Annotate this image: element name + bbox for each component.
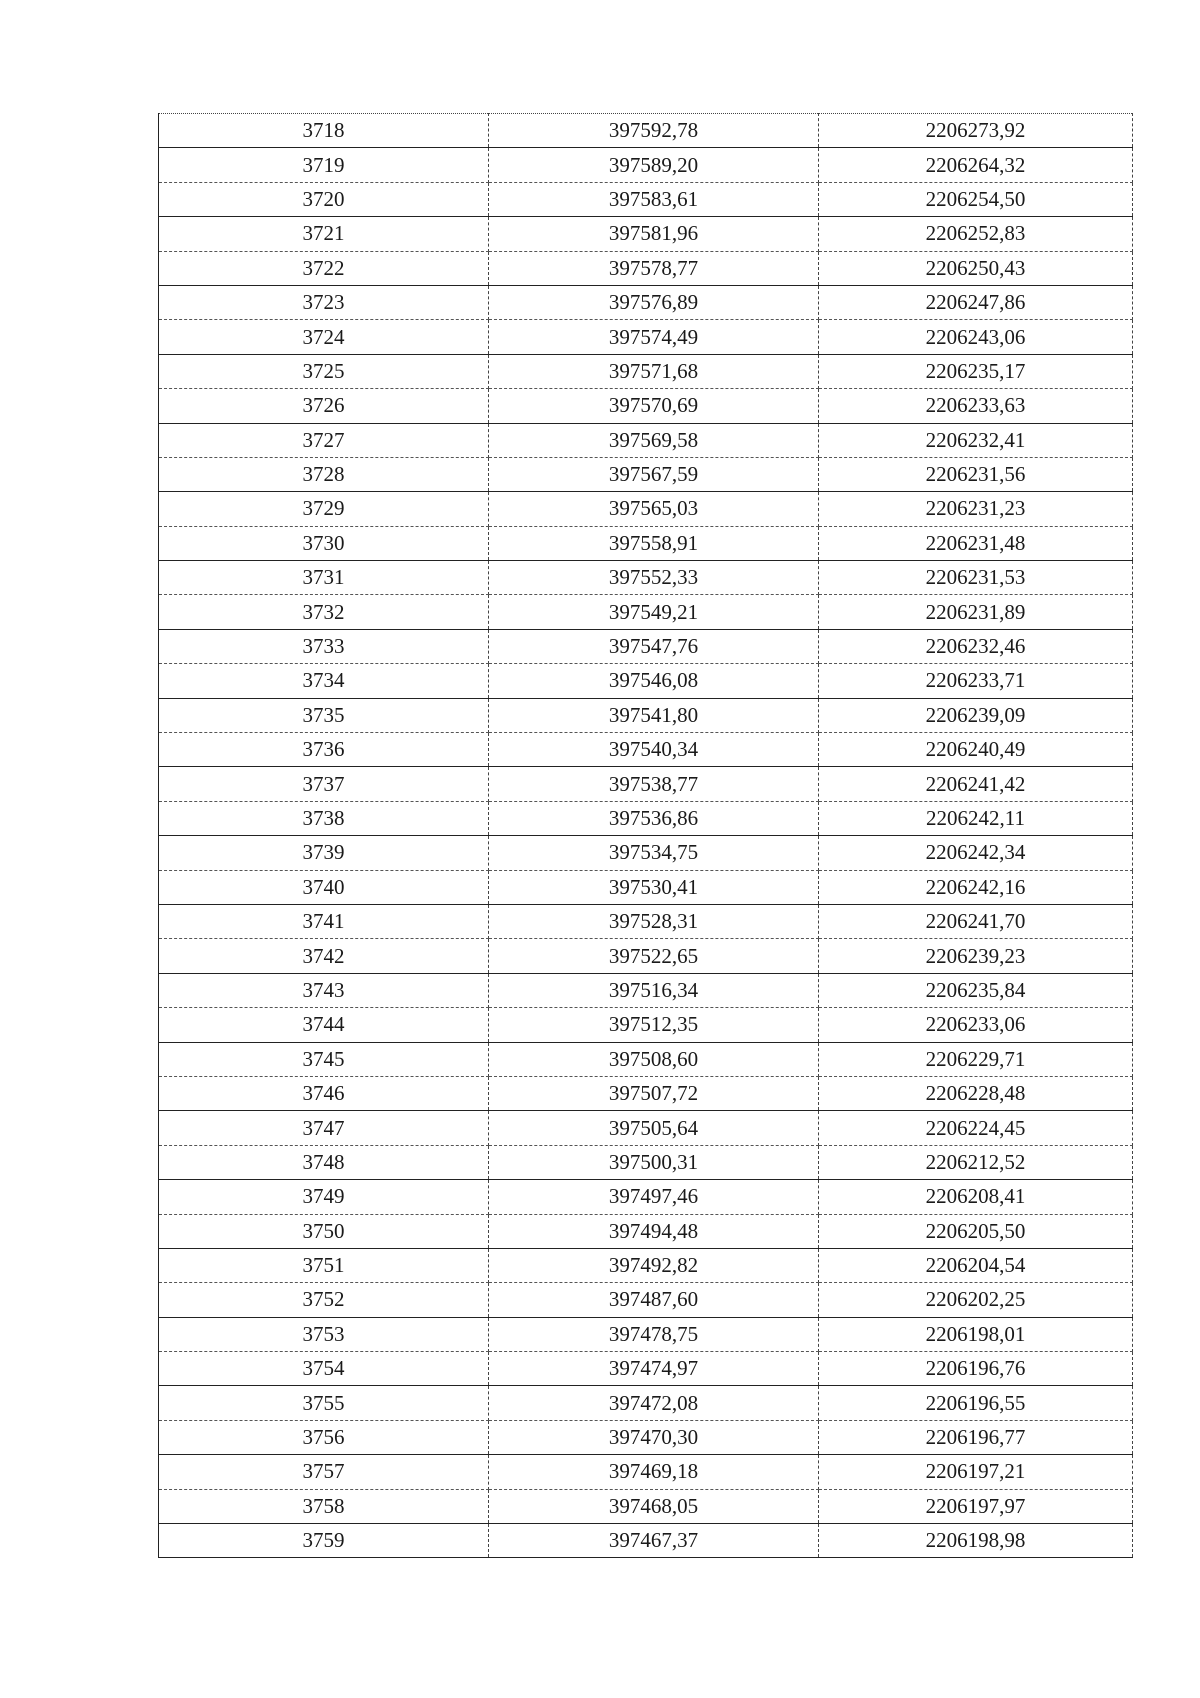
x-coordinate-cell: 397592,78 <box>489 114 819 148</box>
y-coordinate-cell: 2206241,42 <box>819 767 1133 801</box>
table-row <box>159 1386 1133 1420</box>
point-number-cell: 3757 <box>159 1455 489 1489</box>
point-number-cell: 3748 <box>159 1145 489 1179</box>
table-row <box>159 389 1133 423</box>
point-number-cell: 3741 <box>159 904 489 938</box>
x-coordinate-cell: 397565,03 <box>489 492 819 526</box>
table-row <box>159 285 1133 319</box>
y-coordinate-cell: 2206202,25 <box>819 1283 1133 1317</box>
point-number-cell: 3750 <box>159 1214 489 1248</box>
table-row <box>159 1317 1133 1351</box>
point-number-cell: 3747 <box>159 1111 489 1145</box>
point-number-cell: 3752 <box>159 1283 489 1317</box>
y-coordinate-cell: 2206231,23 <box>819 492 1133 526</box>
y-coordinate-cell: 2206252,83 <box>819 217 1133 251</box>
y-coordinate-cell: 2206247,86 <box>819 285 1133 319</box>
x-coordinate-cell: 397589,20 <box>489 148 819 182</box>
point-number-cell: 3754 <box>159 1352 489 1386</box>
coordinates-table-body <box>159 114 1133 1558</box>
x-coordinate-cell: 397505,64 <box>489 1111 819 1145</box>
table-row <box>159 904 1133 938</box>
x-coordinate-cell: 397530,41 <box>489 870 819 904</box>
y-coordinate-cell: 2206231,48 <box>819 526 1133 560</box>
point-number-cell: 3718 <box>159 114 489 148</box>
x-coordinate-cell: 397494,48 <box>489 1214 819 1248</box>
y-coordinate-cell: 2206242,11 <box>819 801 1133 835</box>
x-coordinate-cell: 397581,96 <box>489 217 819 251</box>
point-number-cell: 3720 <box>159 182 489 216</box>
point-number-cell: 3739 <box>159 836 489 870</box>
point-number-cell: 3745 <box>159 1042 489 1076</box>
x-coordinate-cell: 397507,72 <box>489 1076 819 1110</box>
table-row <box>159 767 1133 801</box>
point-number-cell: 3738 <box>159 801 489 835</box>
x-coordinate-cell: 397570,69 <box>489 389 819 423</box>
y-coordinate-cell: 2206242,16 <box>819 870 1133 904</box>
table-row <box>159 1042 1133 1076</box>
point-number-cell: 3737 <box>159 767 489 801</box>
table-row <box>159 1076 1133 1110</box>
table-row <box>159 801 1133 835</box>
point-number-cell: 3723 <box>159 285 489 319</box>
point-number-cell: 3749 <box>159 1180 489 1214</box>
table-row <box>159 1420 1133 1454</box>
x-coordinate-cell: 397487,60 <box>489 1283 819 1317</box>
y-coordinate-cell: 2206233,63 <box>819 389 1133 423</box>
y-coordinate-cell: 2206197,97 <box>819 1489 1133 1523</box>
x-coordinate-cell: 397512,35 <box>489 1008 819 1042</box>
point-number-cell: 3744 <box>159 1008 489 1042</box>
table-row <box>159 217 1133 251</box>
point-number-cell: 3727 <box>159 423 489 457</box>
x-coordinate-cell: 397522,65 <box>489 939 819 973</box>
table-row <box>159 595 1133 629</box>
y-coordinate-cell: 2206264,32 <box>819 148 1133 182</box>
table-row <box>159 320 1133 354</box>
point-number-cell: 3731 <box>159 561 489 595</box>
y-coordinate-cell: 2206231,56 <box>819 457 1133 491</box>
x-coordinate-cell: 397478,75 <box>489 1317 819 1351</box>
point-number-cell: 3759 <box>159 1524 489 1558</box>
x-coordinate-cell: 397497,46 <box>489 1180 819 1214</box>
x-coordinate-cell: 397549,21 <box>489 595 819 629</box>
x-coordinate-cell: 397558,91 <box>489 526 819 560</box>
point-number-cell: 3732 <box>159 595 489 629</box>
y-coordinate-cell: 2206235,17 <box>819 354 1133 388</box>
x-coordinate-cell: 397516,34 <box>489 973 819 1007</box>
point-number-cell: 3758 <box>159 1489 489 1523</box>
y-coordinate-cell: 2206212,52 <box>819 1145 1133 1179</box>
point-number-cell: 3751 <box>159 1248 489 1282</box>
x-coordinate-cell: 397574,49 <box>489 320 819 354</box>
x-coordinate-cell: 397468,05 <box>489 1489 819 1523</box>
table-row <box>159 870 1133 904</box>
x-coordinate-cell: 397552,33 <box>489 561 819 595</box>
point-number-cell: 3728 <box>159 457 489 491</box>
point-number-cell: 3724 <box>159 320 489 354</box>
x-coordinate-cell: 397534,75 <box>489 836 819 870</box>
table-row <box>159 492 1133 526</box>
point-number-cell: 3734 <box>159 664 489 698</box>
x-coordinate-cell: 397538,77 <box>489 767 819 801</box>
point-number-cell: 3742 <box>159 939 489 973</box>
y-coordinate-cell: 2206242,34 <box>819 836 1133 870</box>
x-coordinate-cell: 397567,59 <box>489 457 819 491</box>
table-row <box>159 629 1133 663</box>
point-number-cell: 3735 <box>159 698 489 732</box>
point-number-cell: 3725 <box>159 354 489 388</box>
point-number-cell: 3719 <box>159 148 489 182</box>
y-coordinate-cell: 2206231,89 <box>819 595 1133 629</box>
table-row <box>159 698 1133 732</box>
table-row <box>159 423 1133 457</box>
table-row <box>159 973 1133 1007</box>
table-row <box>159 1352 1133 1386</box>
y-coordinate-cell: 2206233,71 <box>819 664 1133 698</box>
y-coordinate-cell: 2206197,21 <box>819 1455 1133 1489</box>
table-row <box>159 182 1133 216</box>
y-coordinate-cell: 2206208,41 <box>819 1180 1133 1214</box>
y-coordinate-cell: 2206243,06 <box>819 320 1133 354</box>
x-coordinate-cell: 397508,60 <box>489 1042 819 1076</box>
point-number-cell: 3730 <box>159 526 489 560</box>
y-coordinate-cell: 2206241,70 <box>819 904 1133 938</box>
x-coordinate-cell: 397540,34 <box>489 733 819 767</box>
y-coordinate-cell: 2206196,55 <box>819 1386 1133 1420</box>
point-number-cell: 3740 <box>159 870 489 904</box>
x-coordinate-cell: 397492,82 <box>489 1248 819 1282</box>
y-coordinate-cell: 2206204,54 <box>819 1248 1133 1282</box>
point-number-cell: 3755 <box>159 1386 489 1420</box>
point-number-cell: 3733 <box>159 629 489 663</box>
y-coordinate-cell: 2206235,84 <box>819 973 1133 1007</box>
y-coordinate-cell: 2206224,45 <box>819 1111 1133 1145</box>
y-coordinate-cell: 2206239,23 <box>819 939 1133 973</box>
y-coordinate-cell: 2206239,09 <box>819 698 1133 732</box>
table-row <box>159 1111 1133 1145</box>
y-coordinate-cell: 2206205,50 <box>819 1214 1133 1248</box>
point-number-cell: 3726 <box>159 389 489 423</box>
y-coordinate-cell: 2206198,01 <box>819 1317 1133 1351</box>
y-coordinate-cell: 2206228,48 <box>819 1076 1133 1110</box>
x-coordinate-cell: 397528,31 <box>489 904 819 938</box>
table-row <box>159 1524 1133 1558</box>
table-row <box>159 114 1133 148</box>
table-row <box>159 1455 1133 1489</box>
x-coordinate-cell: 397470,30 <box>489 1420 819 1454</box>
x-coordinate-cell: 397569,58 <box>489 423 819 457</box>
x-coordinate-cell: 397467,37 <box>489 1524 819 1558</box>
x-coordinate-cell: 397472,08 <box>489 1386 819 1420</box>
y-coordinate-cell: 2206273,92 <box>819 114 1133 148</box>
point-number-cell: 3721 <box>159 217 489 251</box>
table-row <box>159 1489 1133 1523</box>
y-coordinate-cell: 2206229,71 <box>819 1042 1133 1076</box>
table-row <box>159 1008 1133 1042</box>
y-coordinate-cell: 2206196,77 <box>819 1420 1133 1454</box>
x-coordinate-cell: 397547,76 <box>489 629 819 663</box>
table-row <box>159 1248 1133 1282</box>
table-row <box>159 836 1133 870</box>
table-row <box>159 1145 1133 1179</box>
y-coordinate-cell: 2206240,49 <box>819 733 1133 767</box>
x-coordinate-cell: 397474,97 <box>489 1352 819 1386</box>
y-coordinate-cell: 2206232,46 <box>819 629 1133 663</box>
point-number-cell: 3743 <box>159 973 489 1007</box>
point-number-cell: 3729 <box>159 492 489 526</box>
table-row <box>159 1180 1133 1214</box>
x-coordinate-cell: 397469,18 <box>489 1455 819 1489</box>
table-row <box>159 251 1133 285</box>
x-coordinate-cell: 397571,68 <box>489 354 819 388</box>
table-row <box>159 733 1133 767</box>
table-row <box>159 148 1133 182</box>
y-coordinate-cell: 2206254,50 <box>819 182 1133 216</box>
table-row <box>159 664 1133 698</box>
point-number-cell: 3746 <box>159 1076 489 1110</box>
y-coordinate-cell: 2206231,53 <box>819 561 1133 595</box>
y-coordinate-cell: 2206196,76 <box>819 1352 1133 1386</box>
table-row <box>159 457 1133 491</box>
x-coordinate-cell: 397583,61 <box>489 182 819 216</box>
table-row <box>159 939 1133 973</box>
point-number-cell: 3736 <box>159 733 489 767</box>
x-coordinate-cell: 397536,86 <box>489 801 819 835</box>
x-coordinate-cell: 397546,08 <box>489 664 819 698</box>
table-row <box>159 561 1133 595</box>
y-coordinate-cell: 2206233,06 <box>819 1008 1133 1042</box>
table-row <box>159 1214 1133 1248</box>
y-coordinate-cell: 2206198,98 <box>819 1524 1133 1558</box>
point-number-cell: 3756 <box>159 1420 489 1454</box>
table-row <box>159 354 1133 388</box>
x-coordinate-cell: 397500,31 <box>489 1145 819 1179</box>
point-number-cell: 3753 <box>159 1317 489 1351</box>
table-row <box>159 1283 1133 1317</box>
x-coordinate-cell: 397578,77 <box>489 251 819 285</box>
x-coordinate-cell: 397541,80 <box>489 698 819 732</box>
coordinates-table <box>158 113 1133 1558</box>
y-coordinate-cell: 2206250,43 <box>819 251 1133 285</box>
x-coordinate-cell: 397576,89 <box>489 285 819 319</box>
point-number-cell: 3722 <box>159 251 489 285</box>
table-row <box>159 526 1133 560</box>
y-coordinate-cell: 2206232,41 <box>819 423 1133 457</box>
